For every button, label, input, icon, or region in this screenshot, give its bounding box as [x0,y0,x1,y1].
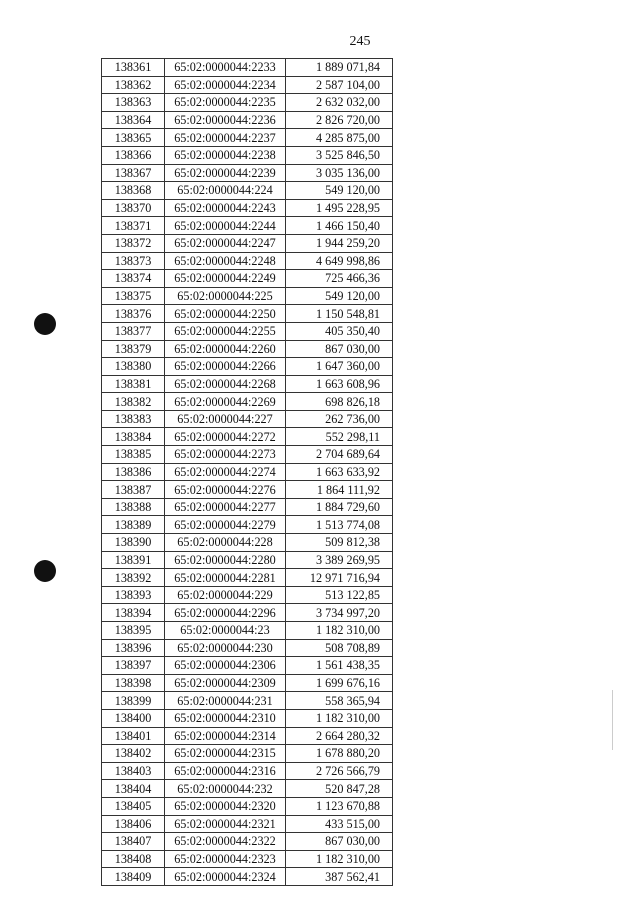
cadastral-number-cell: 65:02:0000044:2322 [165,833,286,851]
table-row [102,481,393,499]
cadastral-value-cell: 1 699 676,16 [286,674,393,692]
page-number: 245 [349,34,371,49]
cadastral-value-cell: 1 182 310,00 [286,709,393,727]
table-row [102,569,393,587]
record-number-cell: 138387 [102,481,165,499]
cadastral-value-cell: 1 663 633,92 [286,463,393,481]
cadastral-number-cell: 65:02:0000044:2320 [165,797,286,815]
cadastral-number-cell: 65:02:0000044:231 [165,692,286,710]
cadastral-value-cell: 1 889 071,84 [286,59,393,77]
cadastral-value-cell: 1 513 774,08 [286,516,393,534]
cadastral-number-cell: 65:02:0000044:224 [165,182,286,200]
cadastral-number-cell: 65:02:0000044:2255 [165,322,286,340]
cadastral-value-cell: 698 826,18 [286,393,393,411]
table-row [102,111,393,129]
record-number-cell: 138395 [102,622,165,640]
table-row [102,780,393,798]
cadastral-number-cell: 65:02:0000044:2250 [165,305,286,323]
table-row [102,76,393,94]
record-number-cell: 138397 [102,657,165,675]
cadastral-value-cell: 1 182 310,00 [286,850,393,868]
cadastral-value-cell: 2 632 032,00 [286,94,393,112]
table-row [102,516,393,534]
cadastral-value-cell: 558 365,94 [286,692,393,710]
cadastral-number-cell: 65:02:0000044:2244 [165,217,286,235]
cadastral-value-cell: 1 647 360,00 [286,358,393,376]
record-number-cell: 138367 [102,164,165,182]
cadastral-number-cell: 65:02:0000044:2272 [165,428,286,446]
table-row [102,586,393,604]
table-row [102,639,393,657]
cadastral-number-cell: 65:02:0000044:2268 [165,375,286,393]
cadastral-number-cell: 65:02:0000044:2233 [165,59,286,77]
record-number-cell: 138368 [102,182,165,200]
table-row [102,657,393,675]
cadastral-value-cell: 1 663 608,96 [286,375,393,393]
cadastral-value-cell: 12 971 716,94 [286,569,393,587]
record-number-cell: 138392 [102,569,165,587]
record-number-cell: 138403 [102,762,165,780]
cadastral-value-cell: 2 664 280,32 [286,727,393,745]
record-number-cell: 138396 [102,639,165,657]
cadastral-number-cell: 65:02:0000044:2239 [165,164,286,182]
table-row [102,340,393,358]
cadastral-value-cell: 1 182 310,00 [286,622,393,640]
table-row [102,217,393,235]
cadastral-value-cell: 549 120,00 [286,287,393,305]
cadastral-number-cell: 65:02:0000044:2276 [165,481,286,499]
record-number-cell: 138379 [102,340,165,358]
cadastral-value-cell: 867 030,00 [286,833,393,851]
registry-table [101,58,393,886]
cadastral-number-cell: 65:02:0000044:2273 [165,446,286,464]
cadastral-value-cell: 1 123 670,88 [286,797,393,815]
cadastral-value-cell: 262 736,00 [286,410,393,428]
table-row [102,709,393,727]
cadastral-number-cell: 65:02:0000044:2266 [165,358,286,376]
cadastral-value-cell: 4 285 875,00 [286,129,393,147]
record-number-cell: 138388 [102,498,165,516]
table-row [102,305,393,323]
cadastral-value-cell: 405 350,40 [286,322,393,340]
record-number-cell: 138363 [102,94,165,112]
cadastral-number-cell: 65:02:0000044:2310 [165,709,286,727]
table-row [102,498,393,516]
table-row [102,674,393,692]
table-row [102,797,393,815]
cadastral-value-cell: 3 035 136,00 [286,164,393,182]
cadastral-number-cell: 65:02:0000044:228 [165,534,286,552]
table-row [102,146,393,164]
record-number-cell: 138402 [102,745,165,763]
record-number-cell: 138405 [102,797,165,815]
cadastral-value-cell: 2 587 104,00 [286,76,393,94]
table-row [102,358,393,376]
cadastral-number-cell: 65:02:0000044:2280 [165,551,286,569]
cadastral-value-cell: 1 864 111,92 [286,481,393,499]
cadastral-number-cell: 65:02:0000044:2279 [165,516,286,534]
record-number-cell: 138384 [102,428,165,446]
cadastral-value-cell: 1 466 150,40 [286,217,393,235]
cadastral-number-cell: 65:02:0000044:229 [165,586,286,604]
table-row [102,252,393,270]
cadastral-number-cell: 65:02:0000044:232 [165,780,286,798]
table-row [102,393,393,411]
record-number-cell: 138375 [102,287,165,305]
cadastral-number-cell: 65:02:0000044:2269 [165,393,286,411]
cadastral-value-cell: 2 826 720,00 [286,111,393,129]
cadastral-value-cell: 2 726 566,79 [286,762,393,780]
table-row [102,287,393,305]
cadastral-number-cell: 65:02:0000044:2314 [165,727,286,745]
record-number-cell: 138393 [102,586,165,604]
table-row [102,428,393,446]
cadastral-value-cell: 867 030,00 [286,340,393,358]
cadastral-number-cell: 65:02:0000044:2274 [165,463,286,481]
cadastral-number-cell: 65:02:0000044:2321 [165,815,286,833]
table-row [102,164,393,182]
record-number-cell: 138380 [102,358,165,376]
cadastral-number-cell: 65:02:0000044:230 [165,639,286,657]
cadastral-value-cell: 4 649 998,86 [286,252,393,270]
record-number-cell: 138391 [102,551,165,569]
cadastral-value-cell: 1 495 228,95 [286,199,393,217]
record-number-cell: 138376 [102,305,165,323]
table-row [102,692,393,710]
cadastral-value-cell: 1 150 548,81 [286,305,393,323]
record-number-cell: 138390 [102,534,165,552]
record-number-cell: 138389 [102,516,165,534]
record-number-cell: 138408 [102,850,165,868]
cadastral-value-cell: 387 562,41 [286,868,393,886]
cadastral-number-cell: 65:02:0000044:227 [165,410,286,428]
record-number-cell: 138398 [102,674,165,692]
record-number-cell: 138394 [102,604,165,622]
binder-hole-bottom [34,560,56,582]
table-row [102,762,393,780]
record-number-cell: 138381 [102,375,165,393]
cadastral-number-cell: 65:02:0000044:2260 [165,340,286,358]
cadastral-number-cell: 65:02:0000044:2309 [165,674,286,692]
cadastral-value-cell: 1 944 259,20 [286,234,393,252]
record-number-cell: 138386 [102,463,165,481]
table-row [102,868,393,886]
table-row [102,551,393,569]
record-number-cell: 138385 [102,446,165,464]
cadastral-value-cell: 725 466,36 [286,270,393,288]
table-row [102,182,393,200]
cadastral-number-cell: 65:02:0000044:2324 [165,868,286,886]
table-row [102,375,393,393]
cadastral-number-cell: 65:02:0000044:2236 [165,111,286,129]
table-row [102,534,393,552]
record-number-cell: 138407 [102,833,165,851]
table-row [102,463,393,481]
cadastral-number-cell: 65:02:0000044:2315 [165,745,286,763]
record-number-cell: 138401 [102,727,165,745]
record-number-cell: 138365 [102,129,165,147]
cadastral-number-cell: 65:02:0000044:2237 [165,129,286,147]
record-number-cell: 138404 [102,780,165,798]
registry-table-body [102,59,393,886]
table-row [102,622,393,640]
record-number-cell: 138399 [102,692,165,710]
scan-artifact-line [612,690,613,750]
table-row [102,129,393,147]
table-row [102,59,393,77]
table-row [102,234,393,252]
table-row [102,604,393,622]
record-number-cell: 138400 [102,709,165,727]
cadastral-number-cell: 65:02:0000044:2235 [165,94,286,112]
table-row [102,833,393,851]
record-number-cell: 138383 [102,410,165,428]
cadastral-number-cell: 65:02:0000044:2243 [165,199,286,217]
cadastral-value-cell: 509 812,38 [286,534,393,552]
table-row [102,727,393,745]
cadastral-number-cell: 65:02:0000044:2238 [165,146,286,164]
cadastral-number-cell: 65:02:0000044:2234 [165,76,286,94]
cadastral-value-cell: 1 884 729,60 [286,498,393,516]
cadastral-value-cell: 520 847,28 [286,780,393,798]
table-row [102,270,393,288]
table-row [102,815,393,833]
cadastral-value-cell: 552 298,11 [286,428,393,446]
cadastral-number-cell: 65:02:0000044:2316 [165,762,286,780]
record-number-cell: 138406 [102,815,165,833]
cadastral-number-cell: 65:02:0000044:2281 [165,569,286,587]
cadastral-number-cell: 65:02:0000044:2306 [165,657,286,675]
cadastral-number-cell: 65:02:0000044:2249 [165,270,286,288]
cadastral-value-cell: 1 561 438,35 [286,657,393,675]
record-number-cell: 138372 [102,234,165,252]
cadastral-value-cell: 513 122,85 [286,586,393,604]
record-number-cell: 138362 [102,76,165,94]
cadastral-number-cell: 65:02:0000044:23 [165,622,286,640]
cadastral-value-cell: 433 515,00 [286,815,393,833]
table-row [102,94,393,112]
record-number-cell: 138370 [102,199,165,217]
record-number-cell: 138371 [102,217,165,235]
cadastral-value-cell: 2 704 689,64 [286,446,393,464]
table-row [102,410,393,428]
table-row [102,199,393,217]
record-number-cell: 138364 [102,111,165,129]
cadastral-number-cell: 65:02:0000044:2248 [165,252,286,270]
record-number-cell: 138373 [102,252,165,270]
table-row [102,446,393,464]
cadastral-value-cell: 3 389 269,95 [286,551,393,569]
cadastral-number-cell: 65:02:0000044:225 [165,287,286,305]
record-number-cell: 138377 [102,322,165,340]
table-row [102,322,393,340]
table-row [102,745,393,763]
cadastral-value-cell: 508 708,89 [286,639,393,657]
cadastral-value-cell: 3 525 846,50 [286,146,393,164]
record-number-cell: 138374 [102,270,165,288]
cadastral-value-cell: 549 120,00 [286,182,393,200]
record-number-cell: 138361 [102,59,165,77]
cadastral-value-cell: 1 678 880,20 [286,745,393,763]
record-number-cell: 138366 [102,146,165,164]
record-number-cell: 138409 [102,868,165,886]
cadastral-number-cell: 65:02:0000044:2247 [165,234,286,252]
cadastral-number-cell: 65:02:0000044:2296 [165,604,286,622]
cadastral-number-cell: 65:02:0000044:2323 [165,850,286,868]
binder-hole-top [34,313,56,335]
cadastral-number-cell: 65:02:0000044:2277 [165,498,286,516]
table-row [102,850,393,868]
record-number-cell: 138382 [102,393,165,411]
cadastral-value-cell: 3 734 997,20 [286,604,393,622]
